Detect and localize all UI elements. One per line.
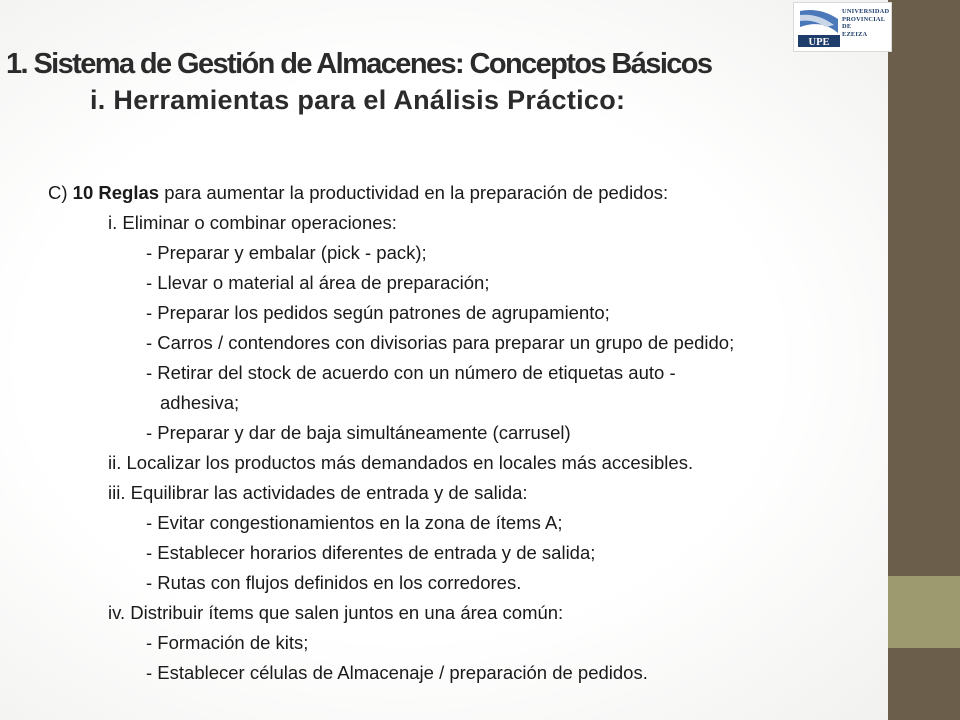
university-logo bbox=[793, 2, 892, 52]
section-heading: ii. Localizar los productos más demandados en locales más accesibles. bbox=[108, 452, 694, 473]
intro-rest: para aumentar la productividad en la preparación de pedidos: bbox=[159, 182, 669, 203]
slide-title: 1. Sistema de Gestión de Almacenes: Conceptos Básicos bbox=[6, 48, 712, 80]
section-heading: iv. Distribuir ítems que salen juntos en una área común: bbox=[108, 602, 564, 623]
list-item: - Preparar los pedidos según patrones de agrupamiento; bbox=[146, 302, 610, 323]
list-item: - Preparar y dar de baja simultáneamente (carrusel) bbox=[146, 422, 571, 443]
list-item: - Evitar congestionamientos en la zona de ítems A; bbox=[146, 512, 563, 533]
logo-line: UNIVERSIDAD bbox=[842, 8, 890, 15]
slide-content bbox=[48, 178, 928, 688]
list-item-continuation: adhesiva; bbox=[160, 392, 240, 413]
section-heading: i. Eliminar o combinar operaciones: bbox=[108, 212, 397, 233]
list-item: - Establecer células de Almacenaje / preparación de pedidos. bbox=[146, 662, 648, 683]
list-item: - Retirar del stock de acuerdo con un número de etiquetas auto - bbox=[146, 362, 676, 383]
logo-line: EZEIZA bbox=[842, 30, 868, 38]
intro-bold: 10 Reglas bbox=[72, 182, 160, 203]
slide-subtitle: i. Herramientas para el Análisis Práctico: bbox=[90, 85, 626, 115]
list-item: - Llevar o material al área de preparación; bbox=[146, 272, 490, 293]
logo-line: DE bbox=[842, 23, 852, 30]
list-item: - Rutas con flujos definidos en los corredores. bbox=[146, 572, 522, 593]
logo-university-name bbox=[842, 8, 888, 38]
list-item: - Formación de kits; bbox=[146, 632, 309, 653]
list-item: - Establecer horarios diferentes de entrada y de salida; bbox=[146, 542, 596, 563]
logo-abbr: UPE bbox=[808, 37, 830, 48]
list-item: - Carros / contendores con divisorias para preparar un grupo de pedido; bbox=[146, 332, 735, 353]
section-heading: iii. Equilibrar las actividades de entrada y de salida: bbox=[108, 482, 528, 503]
logo-line: PROVINCIAL bbox=[842, 15, 886, 23]
list-item: - Preparar y embalar (pick - pack); bbox=[146, 242, 427, 263]
intro-prefix: C) bbox=[48, 182, 73, 203]
intro-line bbox=[48, 178, 928, 208]
upe-logo-icon bbox=[796, 5, 842, 49]
